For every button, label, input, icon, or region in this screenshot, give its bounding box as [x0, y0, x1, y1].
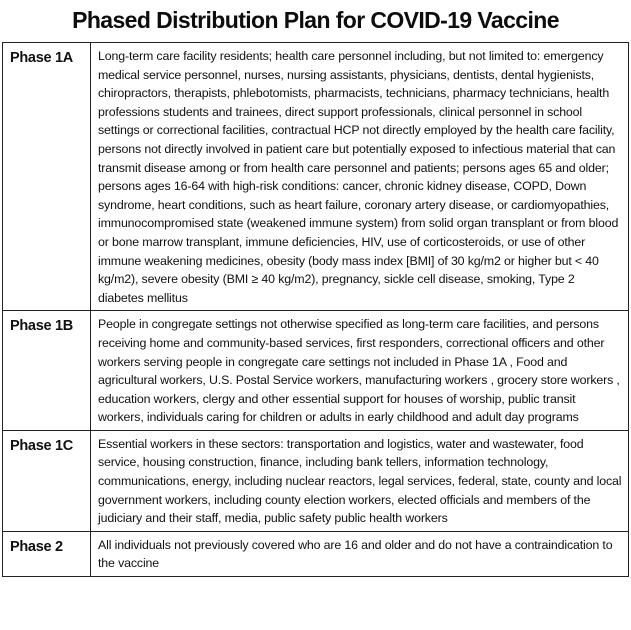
phase-label: Phase 1B [3, 311, 91, 431]
phase-description: All individuals not previously covered who are 16 and older and do not have a contraindication to the vaccine [91, 531, 629, 576]
table-row-phase-1c [3, 430, 629, 531]
phase-description: Essential workers in these sectors: transportation and logistics, water and wastewater, food service, housing construction, finance, including bank tellers, information technology, communications, energy, including nuclear reactors, legal services, federal, state, county and local government workers, including county election workers, elected officials and members of the judiciary and their staff, media, public safety public health workers [91, 430, 629, 531]
phase-label: Phase 1A [3, 43, 91, 311]
phase-description: People in congregate settings not otherwise specified as long-term care facilities, and persons receiving home and community-based services, first responders, correctional officers and other workers serving people in congregate care settings not included in Phase 1A , Food and agricultural workers, U.S. Postal Service workers, manufacturing workers , grocery store workers , education workers, clergy and other essential support for houses of worship, public transit workers, individuals caring for children or adults in early childhood and adult day programs [91, 311, 629, 431]
phase-description: Long-term care facility residents; health care personnel including, but not limited to: emergency medical service personnel, nurses, nursing assistants, physicians, dentists, dental hygienists, chiropractors, therapists, phlebotomists, pharmacists, technicians, pharmacy technicians, health professions students and trainees, direct support professionals, clinical personnel in school settings or correctional facilities, contractual HCP not directly employed by the health care facility, persons not directly involved in patient care but potentially exposed to infectious material that can transmit disease among or from health care personnel and patients; persons ages 65 and older; persons ages 16-64 with high-risk conditions: cancer, chronic kidney disease, COPD, Down syndrome, heart conditions, such as heart failure, coronary artery disease, or cardiomyopathies, immunocompromised state (weakened immune system) from solid organ transplant or from blood or bone marrow transplant, immune deficiencies, HIV, use of corticosteroids, or use of other immune weakening medicines, obesity (body mass index [BMI] of 30 kg/m2 or higher but < 40 kg/m2), severe obesity (BMI ≥ 40 kg/m2), pregnancy, sickle cell disease, smoking, Type 2 diabetes mellitus [91, 43, 629, 311]
phase-label: Phase 2 [3, 531, 91, 576]
page-title: Phased Distribution Plan for COVID-19 Vaccine [72, 7, 559, 33]
table-row-phase-1b [3, 311, 629, 431]
table-row-phase-2 [3, 531, 629, 576]
distribution-table [2, 42, 629, 577]
phase-label: Phase 1C [3, 430, 91, 531]
table-row-phase-1a [3, 43, 629, 311]
